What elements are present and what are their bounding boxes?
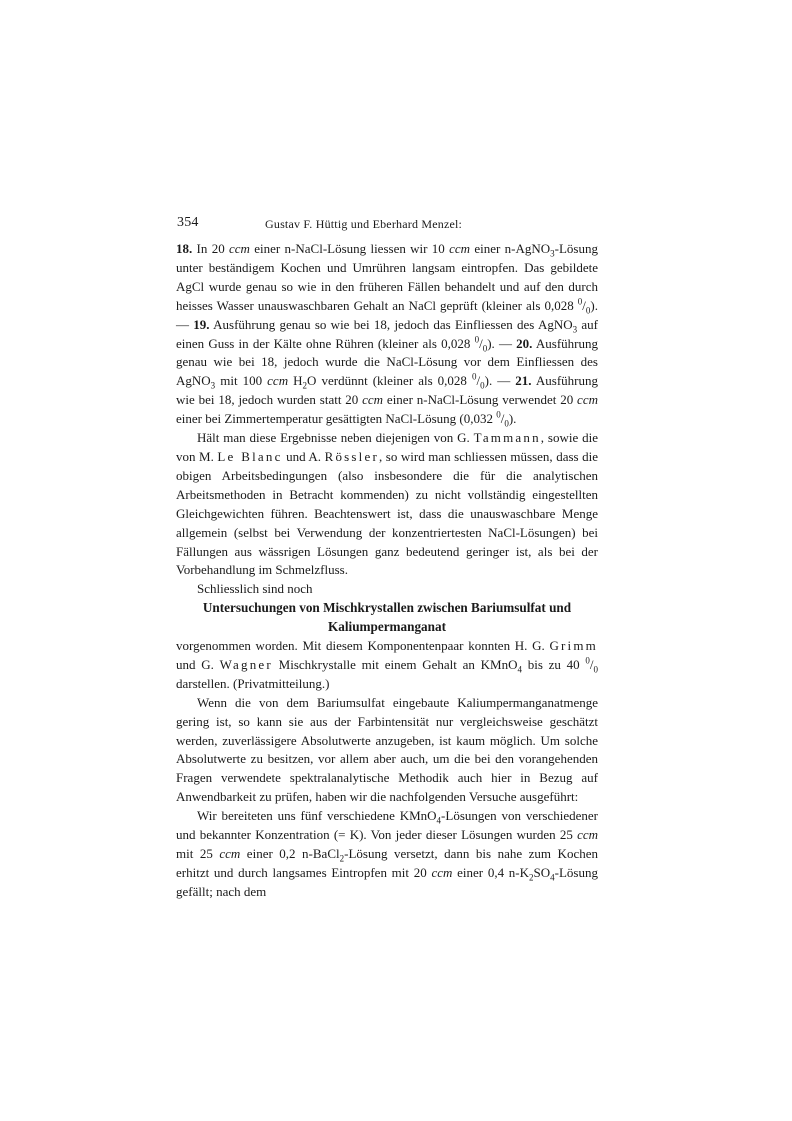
subscript: 0 — [504, 418, 509, 429]
text-run: -Lösungen von verschiedener und bekannter Konzentration (= K). Von jeder dieser Lösungen wurden 25 — [176, 808, 599, 843]
subscript: 2 — [302, 380, 308, 391]
text-run: einer n-NaCl-Lösung liessen wir 10 — [249, 241, 450, 256]
text-run: / — [476, 373, 481, 389]
text-run: / — [500, 411, 505, 427]
text-run: bis zu 40 — [521, 656, 586, 672]
text-run: Ausführung genau wie bei 18, jedoch wurde die NaCl-Lösung vor dem Einfliessen des AgNO — [176, 335, 598, 389]
superscript: 0 — [496, 409, 501, 420]
unit-ccm: ccm — [267, 373, 289, 389]
superscript: 0 — [471, 372, 477, 383]
text-run: auf einen Guss in der Kälte ohne Rühren (kleiner als 0,028 — [176, 316, 598, 351]
subscript: 4 — [517, 664, 522, 675]
unit-ccm: ccm — [449, 241, 471, 256]
author-name: Rössler — [324, 448, 379, 464]
text-run: und G. — [176, 656, 220, 672]
text-run: Wir bereiteten uns fünf verschiedene KMnO — [197, 808, 437, 824]
text-run: Hält man diese Ergebnisse neben diejenigen von G. — [197, 430, 474, 446]
text-run: -Lösung gefällt; nach dem — [176, 864, 598, 899]
text-run: , sowie die von M. — [176, 430, 599, 464]
paragraph-grimm-wagner — [176, 637, 598, 694]
text-run: -Lösung versetzt, dann bis nahe zum Kochen erhitzt und durch langsames Eintropfen mit 20 — [176, 846, 598, 880]
unit-ccm: ccm — [577, 392, 598, 408]
subscript: 2 — [339, 853, 345, 864]
text-run: In 20 — [192, 241, 230, 256]
text-run: ). — [508, 411, 517, 427]
text-run: H — [288, 373, 303, 389]
text-run: Ausführung wie bei 18, jedoch wurden statt 20 — [176, 373, 598, 408]
subscript: 3 — [550, 248, 555, 259]
author-name: Tammann — [473, 430, 541, 446]
text-run: einer 0,2 n-BaCl — [240, 846, 340, 861]
superscript: 0 — [585, 655, 590, 666]
text-run: vorgenommen worden. Mit diesem Komponentenpaar konnten H. G. — [176, 638, 550, 654]
page-number: 354 — [177, 215, 199, 230]
text-run: darstellen. (Privatmitteilung.) — [176, 675, 330, 691]
text-run: ). — — [487, 335, 517, 351]
text-run: einer n-NaCl-Lösung verwendet 20 — [383, 392, 578, 408]
author-name: Wagner — [219, 656, 273, 672]
paragraph-lead-in: Schliesslich sind noch — [197, 581, 313, 597]
section-heading: Untersuchungen von Mischkrystallen zwischen Bariumsulfat und Kaliumpermanganat — [202, 600, 572, 635]
unit-ccm: ccm — [431, 864, 453, 880]
subscript: 0 — [593, 664, 598, 675]
text-run: und A. — [282, 448, 325, 464]
item-number: 20. — [516, 335, 533, 351]
subscript: 0 — [480, 380, 485, 391]
unit-ccm: ccm — [219, 846, 241, 861]
subscript: 3 — [210, 380, 216, 391]
unit-ccm: ccm — [577, 827, 598, 843]
author-name: Grimm — [549, 638, 598, 654]
text-run: einer n-AgNO — [470, 241, 551, 256]
text-run: / — [582, 297, 586, 313]
paragraph-method: Wenn die von dem Bariumsulfat eingebaute Kaliumpermanganatmenge gering ist, so kann sie aus der Farbintensität nur vergleichsweise geschätzt werden, zuverlässigere Absolutwerte anzugeben, ist kaum möglich. Um solche Absolutwerte zu besitzen, vor allem aber auch, um die bei den vorangehenden Fragen verwendete spektralanalytische Methodik auch hier in Bezug auf Anwendbarkeit zu prüfen, haben wir die nachfolgenden Versuche ausgeführt: — [176, 694, 598, 805]
item-number: 19. — [193, 316, 210, 332]
superscript: 0 — [474, 334, 480, 345]
text-run: einer bei Zimmertemperatur gesättigten NaCl-Lösung (0,032 — [176, 411, 497, 427]
text-run: / — [479, 335, 483, 351]
subscript: 3 — [572, 324, 578, 335]
subscript: 0 — [482, 343, 488, 354]
text-run: ). — — [176, 297, 598, 332]
text-run: einer 0,4 n-K — [452, 864, 530, 880]
text-run: mit 25 — [176, 846, 220, 861]
item-number: 21. — [515, 373, 532, 389]
text-run: / — [589, 656, 594, 672]
text-run: mit 100 — [215, 373, 268, 389]
paragraph-comparison — [176, 429, 598, 580]
text-run: , so wird man schliessen müssen, dass die obigen Arbeitsbedingungen (also insbesondere die für die analytischen Arbeitsmethoden in Betracht kommenden) zu nicht vollständig eingestellten Gleichgewichten führen. Beachtenswert ist, dass die unauswaschbare Menge allgemein (selbst bei Verwendung der konzentriertesten NaCl-Lösungen) bei Fällungen aus wässrigen Lösungen ganz bedeutend geringer ist, als bei der Vorbehandlung im Schmelzfluss. — [176, 448, 598, 578]
item-number: 18. — [176, 241, 193, 256]
subscript: 4 — [436, 815, 442, 826]
author-name: Le Blanc — [217, 448, 283, 464]
unit-ccm: ccm — [229, 241, 250, 256]
paragraph-procedure — [176, 807, 598, 902]
text-run: Ausführung genau so wie bei 18, jedoch das Einfliessen des AgNO — [209, 316, 573, 332]
subscript: 2 — [529, 872, 534, 883]
text-run: ). — — [484, 373, 516, 389]
paragraph-experiments — [176, 240, 598, 429]
subscript: 4 — [550, 872, 555, 883]
text-run: O verdünnt (kleiner als 0,028 — [307, 373, 472, 389]
text-run: SO — [533, 864, 551, 880]
running-title: Gustav F. Hüttig und Eberhard Menzel: — [265, 217, 463, 231]
text-run: -Lösung unter beständigem Kochen und Umrühren langsam eintropfen. Das gebildete AgCl wurde genau so wie in den früheren Fällen behandelt und auf den durch heisses Wasser unauswaschbaren Gehalt an NaCl geprüft (kleiner als 0,028 — [176, 241, 598, 313]
unit-ccm: ccm — [362, 392, 384, 408]
text-run: Mischkrystalle mit einem Gehalt an KMnO — [272, 656, 518, 672]
body-text — [176, 240, 598, 902]
superscript: 0 — [577, 296, 583, 307]
subscript: 0 — [585, 305, 591, 316]
